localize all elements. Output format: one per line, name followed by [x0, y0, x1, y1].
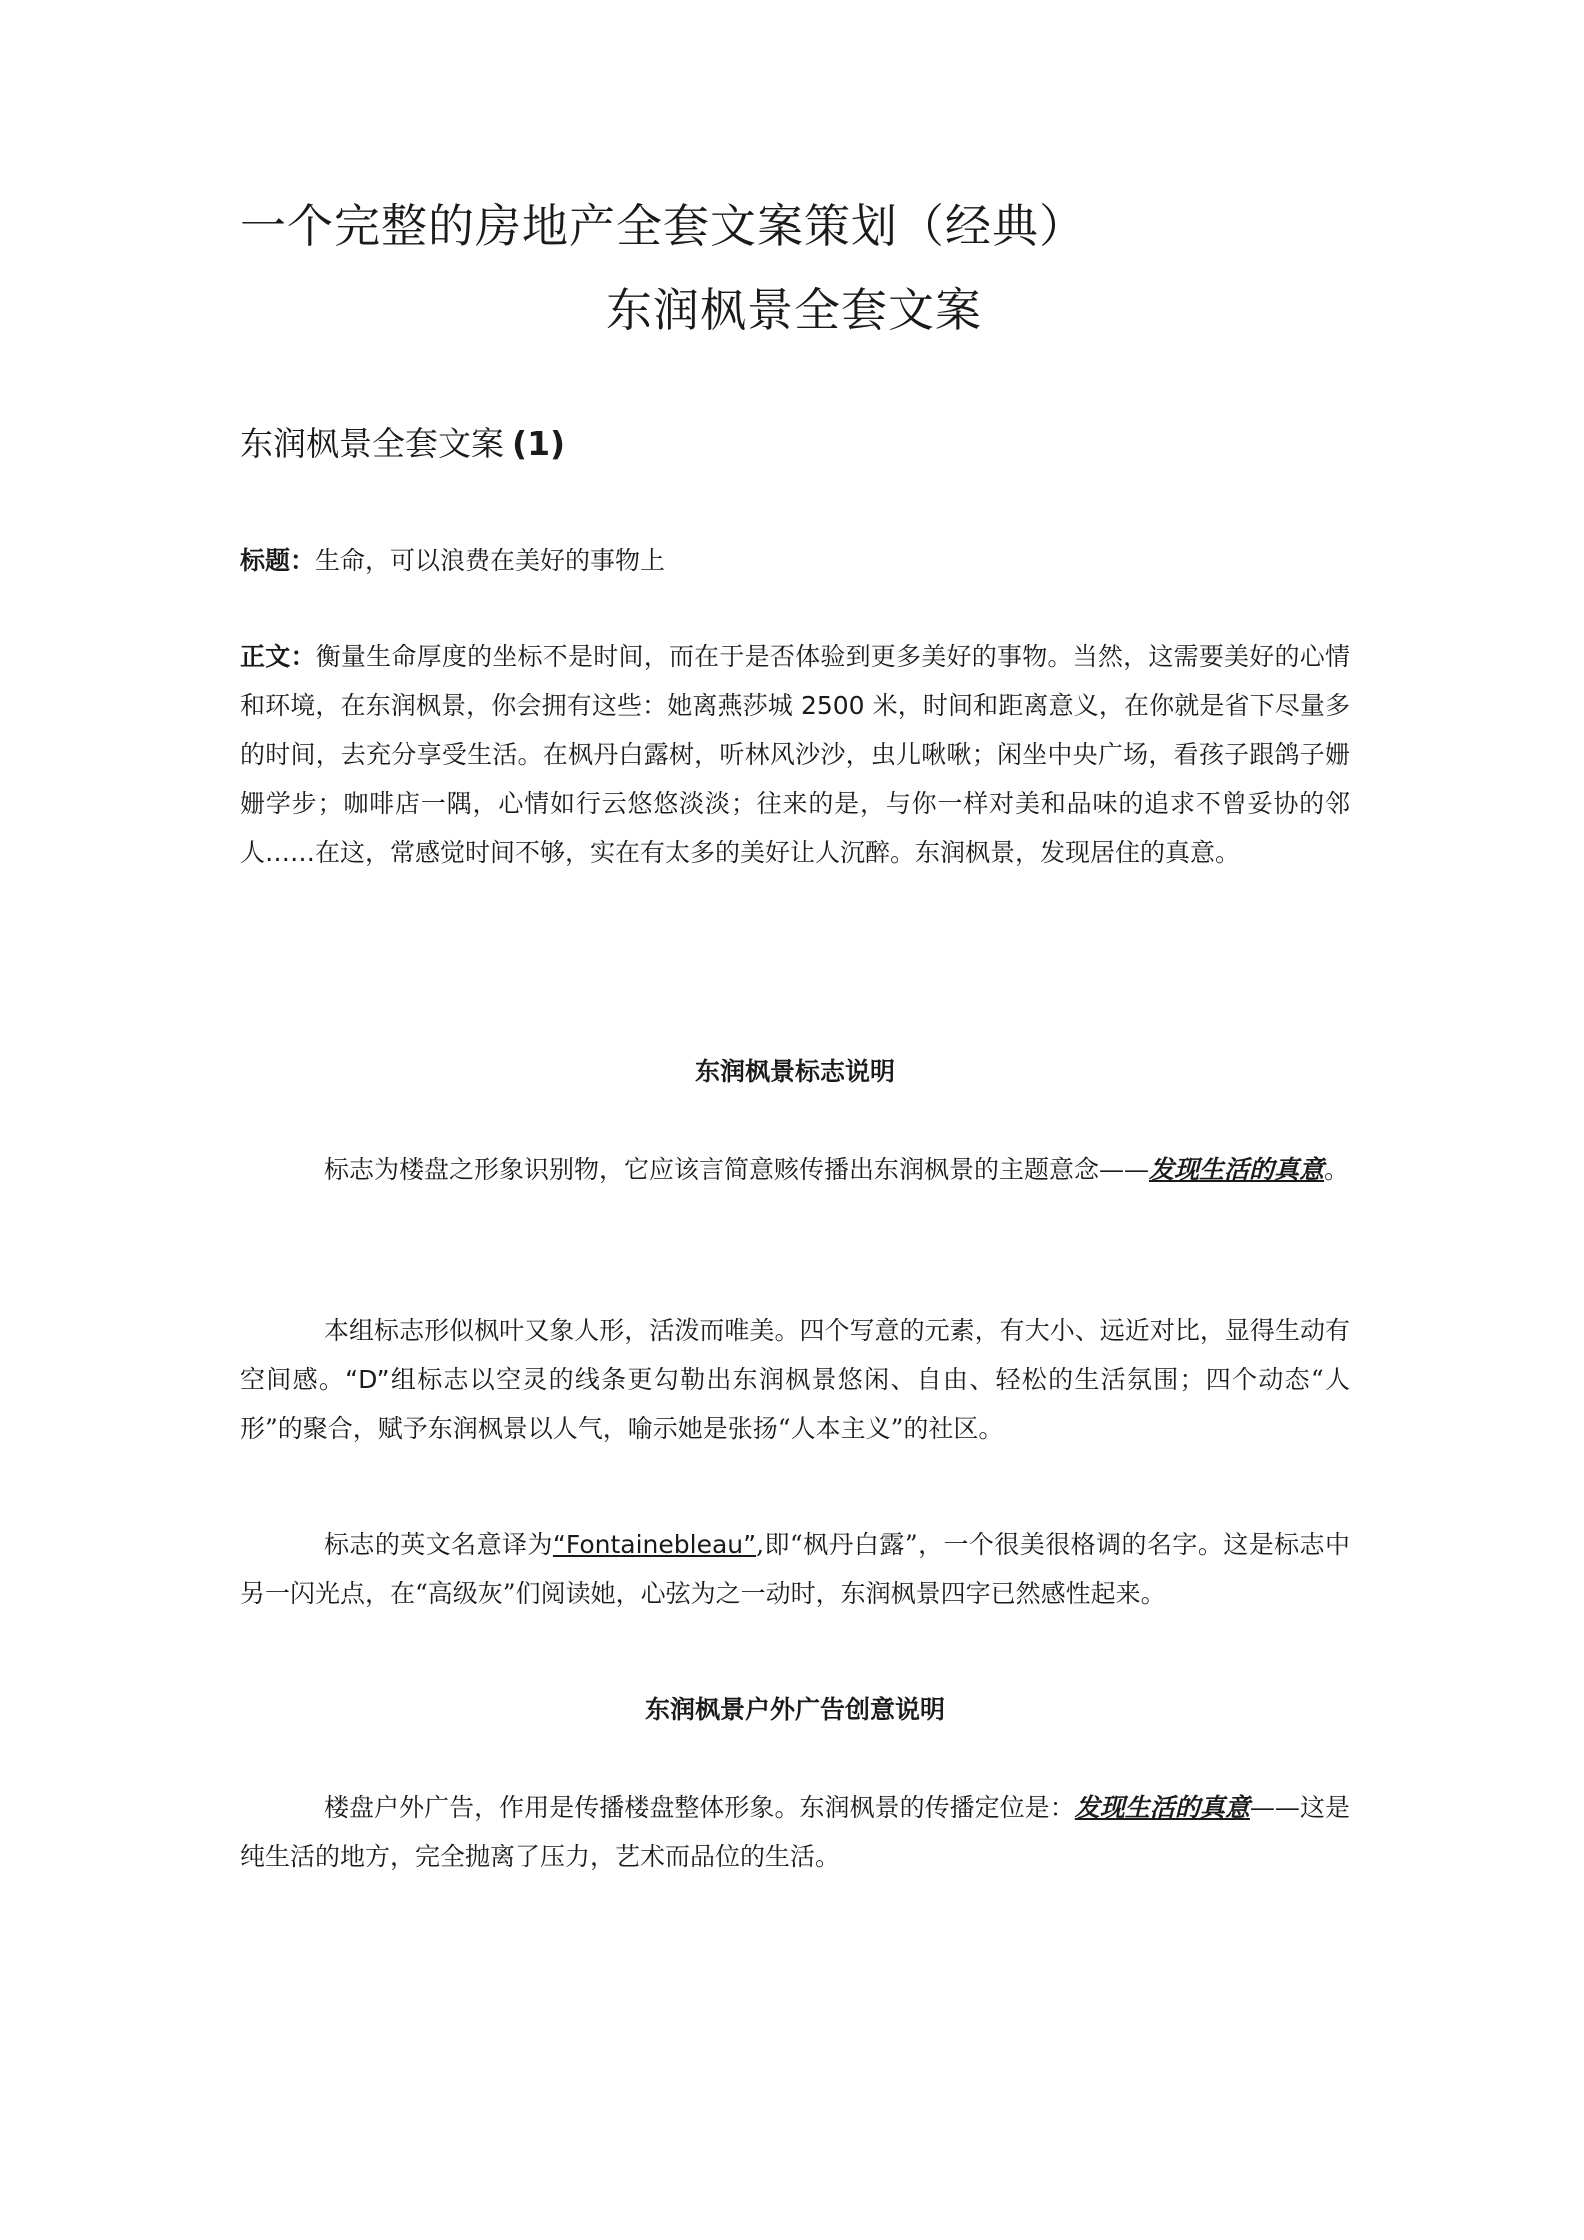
logo-p1-dash: ——	[1099, 1155, 1150, 1184]
logo-p1-emphasis: 发现生活的真意	[1149, 1155, 1325, 1184]
body-paragraph	[240, 632, 1350, 877]
headline-label: 标题：	[240, 546, 316, 575]
logo-p1-text: 标志为楼盘之形象识别物，它应该言简意赅传播出东润枫景的主题意念	[324, 1155, 1100, 1184]
outdoor-p1-dash: ——	[1249, 1793, 1300, 1822]
body-text-c: 在这，常感觉时间不够，实在有太多的美好让人沉醉。东润枫景，发现居住的真意。	[315, 838, 1241, 867]
headline-text: 生命，可以浪费在美好的事物上	[315, 546, 666, 575]
logo-section-heading: 东润枫景标志说明	[694, 1057, 895, 1086]
body-distance-number: 2500	[800, 691, 865, 720]
document-title: 一个完整的房地产全套文案策划（经典）	[240, 199, 1086, 253]
logo-p2-text-b: 组标志以空灵的线条更勾勒出东润枫景悠闲、自由、轻松的生活氛围；四个动态“人形”的聚合，赋予东润枫景以人气，喻示她是张扬“人本主义”的社区。	[240, 1365, 1350, 1443]
logo-p3-text-b: ,即“枫丹白露”，一个很美很格调的名字。这是标志中另一闪光点，在“高级灰”们阅读她，心弦为之一动时，东润枫景四字已然感性起来。	[240, 1530, 1350, 1608]
body-label: 正文：	[240, 642, 316, 671]
headline-paragraph	[240, 536, 1350, 585]
section-heading	[240, 420, 565, 468]
logo-paragraph-1	[240, 1145, 1350, 1194]
outdoor-paragraph-1	[240, 1783, 1350, 1881]
section-heading-number: (1)	[512, 424, 566, 463]
logo-paragraph-2	[240, 1306, 1350, 1453]
logo-p3-english-name: “Fontainebleau”	[552, 1530, 757, 1559]
outdoor-section-heading: 东润枫景户外广告创意说明	[644, 1695, 945, 1724]
body-text-b: 米，时间和距离意义，在你就是省下尽量多的时间，去充分享受生活。在枫丹白露树，听林风沙沙，虫儿啾啾；闲坐中央广场，看孩子跟鸽子姗姗学步；咖啡店一隅，心情如行云悠悠淡淡；往来的是，与你一样对美和品味的追求不曾妥协的邻人	[240, 691, 1351, 867]
outdoor-p1-emphasis: 发现生活的真意	[1074, 1793, 1250, 1822]
logo-p2-text-a: 本组标志形似枫叶又象人形，活泼而唯美。四个写意的元素，有大小、远近对比，显得生动有空间感。	[240, 1316, 1350, 1394]
section-heading-text: 东润枫景全套文案	[240, 424, 504, 463]
document-subtitle: 东润枫景全套文案	[606, 283, 982, 337]
outdoor-p1-text-a: 楼盘户外广告，作用是传播楼盘整体形象。东润枫景的传播定位是：	[324, 1793, 1075, 1822]
logo-paragraph-3	[240, 1520, 1350, 1618]
logo-p3-text-a: 标志的英文名意译为	[324, 1530, 553, 1559]
logo-p2-quote: “D”	[345, 1365, 390, 1394]
outdoor-p1-text-b: 这是纯生活的地方，完全抛离了压力，艺术而品位的生活。	[240, 1793, 1350, 1871]
body-text-a: 衡量生命厚度的坐标不是时间，而在于是否体验到更多美好的事物。当然，这需要美好的心情和环境，在东润枫景，你会拥有这些：她离燕莎城	[240, 642, 1350, 720]
body-ellipsis: ……	[265, 838, 316, 867]
logo-p1-end: 。	[1324, 1155, 1350, 1184]
